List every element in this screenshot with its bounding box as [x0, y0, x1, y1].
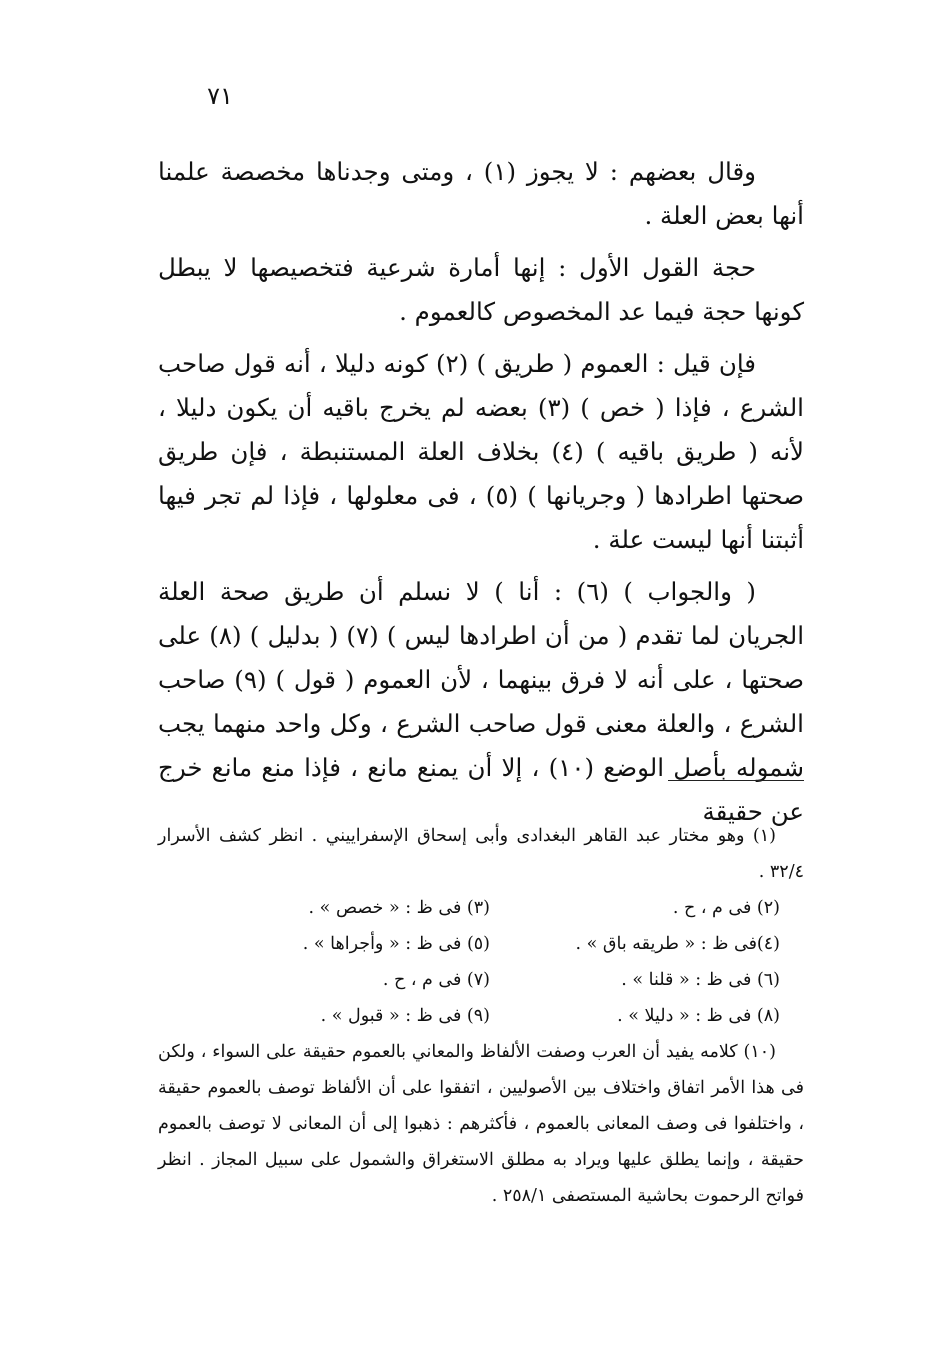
paragraph-3: فإن قيل : العموم ( طريق ) (٢) كونه دليلا ، أنه قول صاحب الشرع ، فإذا ( خص ) (٣) بعضه لم يخرج باقيه أن يكون دليلا ، لأنه ( طريق باقيه ) (٤) بخلاف العلة المستنبطة ، فإن طريق صحتها اطرادها ( وجريانها ) (٥) ، فى معلولها ، فإذا لم تجر فيها أثبتنا أنها ليست علة .: [158, 349, 805, 554]
footnote-3: (٣) فى ظ : « خصص » .: [308, 898, 490, 918]
footnote-separator: [668, 780, 804, 781]
footnote-5: (٥) فى ظ : « وأجراها » .: [302, 934, 490, 954]
footnote-8: (٨) فى ظ : « دليلا » .: [617, 1006, 780, 1026]
paragraph-1: وقال بعضهم : لا يجوز (١) ، ومتى وجدناها مخصصة علمنا أنها بعض العلة .: [158, 157, 804, 230]
footnotes: [158, 818, 804, 1214]
footnote-4: (٤)فى ظ : « طريقه باق » .: [575, 934, 780, 954]
page-number: ٧١: [207, 82, 233, 110]
footnote-9: (٩) فى ظ : « قبول » .: [320, 1006, 490, 1026]
main-text: [158, 150, 804, 842]
footnote-7: (٧) فى م ، ح .: [382, 970, 490, 990]
footnote-10: (١٠) كلامه يفيد أن العرب وصفت الألفاظ والمعاني بالعموم حقيقة على السواء ، ولكن فى هذا الأمر اتفاق واختلاف بين الأصوليين ، اتفقوا على أن الألفاظ توصف بالعموم حقيقة ، واختلفوا فى وصف المعانى بالعموم ، فأكثرهم : ذهبوا إلى أن المعانى لا توصف بالعموم حقيقة ، وإنما يطلق عليها ويراد به مطلق الاستغراق والشمول على سبيل المجاز . انظر فواتح الرحموت بحاشية المستصفى ٢٥٨/١ .: [158, 1042, 804, 1206]
footnote-6: (٦) فى ظ : « قلنا » .: [621, 970, 780, 990]
footnote-1: (١) وهو مختار عبد القاهر البغدادى وأبى إسحاق الإسفراييني . انظر كشف الأسرار ٣٢/٤ .: [158, 826, 804, 882]
footnote-2: (٢) فى م ، ح .: [672, 898, 780, 918]
paragraph-4: ( والجواب ) (٦) : أنا ) لا نسلم أن طريق صحة العلة الجريان لما تقدم ( من أن اطرادها ليس ) (٧) ( بدليل ) (٨) على صحتها ، على أنه لا فرق بينهما ، لأن العموم ( قول ) (٩) صاحب الشرع ، والعلة معنى قول صاحب الشرع ، وكل واحد منهما يجب شموله بأصل الوضع (١٠) ، إلا أن يمنع مانع ، فإذا منع مانع خرج عن حقيقة: [158, 577, 805, 826]
footnote-pairs: [158, 890, 804, 1034]
paragraph-2: حجة القول الأول : إنها أمارة شرعية فتخصيصها لا يبطل كونها حجة فيما عد المخصوص كالعموم .: [158, 253, 804, 326]
